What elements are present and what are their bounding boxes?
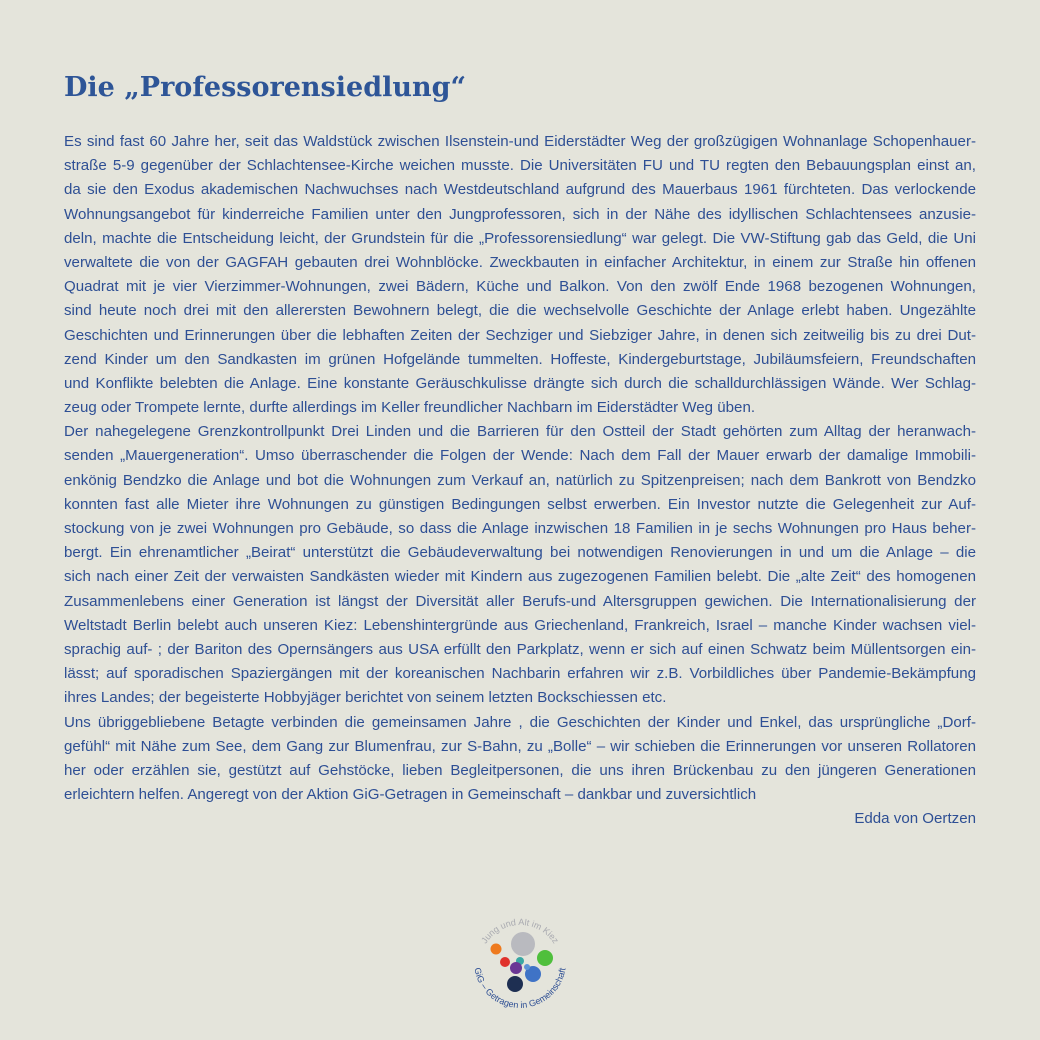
text-line: bergt. Ein ehrenamtlicher „Beirat“ unterstützt die Gebäudeverwaltung bei notwendigen Renovierungen in und um die Anlage – die [64, 544, 976, 562]
text-line: Weltstadt Berlin belebt auch unseren Kiez: Lebenshintergründe aus Griechenland, Frankreich, Israel – manche Kinder wachsen viel- [64, 616, 976, 634]
text-line: ihres Landes; der begeisterte Hobbyjäger berichtet von seinem letzten Bockschiessen etc. [64, 689, 667, 707]
text-line: straße 5-9 gegenüber der Schlachtensee-Kirche weichen musste. Die Universitäten FU und TU regten den Bebauungsplan einst an, [64, 157, 976, 175]
text-line: senden „Mauergeneration“. Umso überraschender die Folgen der Wende: Nach dem Fall der Mauer erwarb der damalige Immobili- [64, 447, 976, 465]
text-line: Quadrat mit je vier Vierzimmer-Wohnungen, zwei Bädern, Küche und Balkon. Von den zwölf Ende 1968 bezogenen Wohnungen, [64, 278, 976, 296]
text-line: lässt; auf sporadischen Spaziergängen mit der koreanischen Nachbarin erfahren wir z.B. Vorbildliches über Pandemie-Bekämpfung [64, 665, 976, 683]
text-line: Es sind fast 60 Jahre her, seit das Waldstück zwischen Ilsenstein-und Eiderstädter Weg der großzügigen Wohnanlage Schopenhauer- [64, 133, 976, 150]
text-line: und Konflikte belebten die Anlage. Eine konstante Geräuschkulisse drängte sich durch die schalldurchlässigen Wände. Wer Schlag- [64, 374, 976, 392]
gig-logo-graphic [465, 910, 575, 1020]
text-line: Der nahegelegene Grenzkontrollpunkt Drei Linden und die Barrieren für den Ostteil der Stadt gehörten zum Alltag der heranwach- [64, 423, 976, 441]
text-line: erleichtern helfen. Angeregt von der Aktion GiG-Getragen in Gemeinschaft – dankbar und zuversichtlich [64, 786, 757, 804]
logo-circle-purple [510, 962, 522, 974]
logo-circle-green [537, 950, 553, 966]
text-line: sind heute noch drei mit den allerersten Bewohnern belegt, die die wechselvolle Geschichte der Anlage erlebt haben. Ungezählte [64, 302, 976, 320]
text-line: da sie den Exodus akademischen Nachwuchses nach Westdeutschland aufgrund des Mauerbaus 1961 fürchteten. Das verlockende [64, 181, 976, 199]
logo-circle-lightblue [524, 964, 530, 970]
article-body [64, 130, 976, 831]
gig-logo [465, 910, 575, 1020]
logo-circle-orange [491, 944, 502, 955]
text-line: Uns übriggebliebene Betagte verbinden die gemeinsamen Jahre , die Geschichten der Kinder und Enkel, das ursprüngliche „Dorf- [64, 713, 976, 731]
text-line: stockung von je zwei Wohnungen pro Gebäude, so dass die Anlage inzwischen 18 Familien in je sechs Wohnungen pro Haus beher- [64, 520, 976, 537]
text-line: zend Kinder um den Sandkasten im grünen Hofgelände tummelten. Hoffeste, Kindergeburtstage, Jubiläumsfeiern, Freundschaften [64, 350, 976, 368]
text-line: sich nach einer Zeit der verwaisten Sandkästen wieder mit Kindern aus zugezogenen Familien belebt. Die „alte Zeit“ des homogenen [64, 568, 976, 586]
text-line: Wohnungsangebot für kinderreiche Familien unter den Jungprofessoren, sich in der Nähe des idyllischen Schlachtensees anzusie- [64, 205, 976, 223]
text-line: sprachig auf- ; der Bariton des Opernsängers aus USA erfüllt den Parkplatz, wenn er sich auf einen Schwatz beim Müllentsorgen ein- [64, 640, 976, 658]
text-line: deln, machte die Entscheidung leicht, der Grundstein für die „Professorensiedlung“ war gelegt. Die VW-Stiftung gab das Geld, die Uni [64, 229, 976, 247]
logo-circle-red [500, 957, 510, 967]
text-line: enkönig Bendzko die Anlage und bot die Wohnungen zum Verkauf an, natürlich zu Spitzenpreisen; nach dem Bankrott von Bendzko [64, 471, 976, 489]
text-line: her oder erzählen sie, gestützt auf Gehstöcke, lieben Begleitpersonen, die uns ihren Brückenbau zu den jüngeren Generationen [64, 761, 976, 779]
text-line: Geschichten und Erinnerungen über die lebhaften Zeiten der Sechziger und Siebziger Jahre, in denen sich zeitweilig bis zu drei Dut- [64, 326, 976, 344]
logo-circle-navy [507, 976, 523, 992]
text-line: Zusammenlebens einer Generation ist längst der Diversität aller Berufs-und Altersgruppen gewichen. Die Internationalisierung der [64, 592, 976, 610]
logo-bottom-lettering: GiG – Getragen in Gemeinschaft [472, 966, 568, 1011]
author-signature: Edda von Oertzen [854, 810, 976, 828]
logo-circle-gray [511, 932, 535, 956]
text-line: zeug oder Trompete lernte, durfte allerdings im Keller freundlicher Nachbarn im Eiderstädter Weg üben. [64, 399, 756, 417]
text-line: verwaltete die von der GAGFAH gebauten drei Wohnblöcke. Zweckbauten in einfacher Architektur, in einem zur Straße hin offenen [64, 253, 976, 271]
text-line: gefühl“ mit Nähe zum See, dem Gang zur Blumenfrau, zur S-Bahn, zu „Bolle“ – wir schieben die Erinnerungen vor unseren Rollatoren [64, 737, 976, 755]
logo-top-lettering: Jung und Alt im Kiez [479, 916, 561, 946]
page-title: Die „Professorensiedlung“ [64, 72, 466, 103]
text-line: konnten fast alle Mieter ihre Wohnungen zu günstigen Bedingungen selbst erwerben. Ein Investor nutzte die Gelegenheit zur Auf- [64, 495, 976, 513]
